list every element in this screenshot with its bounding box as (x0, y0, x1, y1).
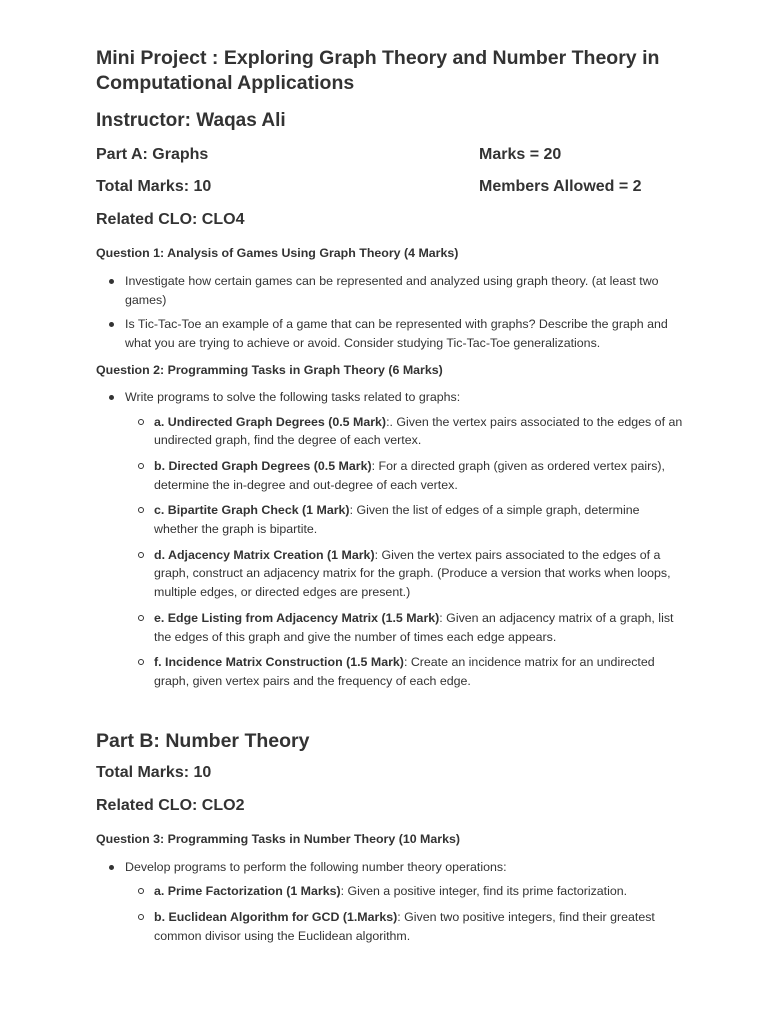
task-label: a. Undirected Graph Degrees (0.5 Mark) (154, 414, 387, 429)
part-a-clo: Related CLO: CLO4 (96, 211, 245, 228)
part-b-total-marks: Total Marks: 10 (96, 763, 212, 781)
question-2-intro: Write programs to solve the following tasks related to graphs: (125, 389, 461, 404)
part-a-header-row (96, 145, 686, 165)
part-a-marks-row (96, 177, 686, 197)
task-item (125, 653, 686, 690)
question-3-heading: Question 3: Programming Tasks in Number Theory (10 Marks) (96, 831, 461, 846)
task-text: : Given the list of edges of a simple graph, determine whether the graph is bipartite. (154, 503, 640, 537)
task-text: : Given an adjacency matrix of a graph, list the edges of this graph and give the number of times each edge appears. (154, 610, 674, 644)
task-item (125, 413, 686, 450)
task-label: f. Incidence Matrix Construction (1.5 Mark) (154, 655, 404, 670)
task-text: : Given the vertex pairs associated to the edges of a graph, construct an adjacency matrix for the graph. (Produce a version that works when loops, multiple edges, or directed edges are present.) (154, 547, 671, 600)
task-text: :. Given the vertex pairs associated to the edges of an undirected graph, find the degree of each vertex. (154, 414, 683, 448)
question-2-heading: Question 2: Programming Tasks in Graph Theory (6 Marks) (96, 362, 443, 377)
task-label: e. Edge Listing from Adjacency Matrix (1.5 Mark) (154, 610, 440, 625)
task-item (125, 908, 686, 945)
task-text: : Given a positive integer, find its prime factorization. (340, 884, 628, 899)
task-item (125, 501, 686, 538)
task-label: b. Directed Graph Degrees (0.5 Mark) (154, 458, 372, 473)
marks-total: Marks = 20 (479, 146, 562, 163)
list-item (96, 388, 686, 691)
task-label: b. Euclidean Algorithm for GCD (1.Marks) (154, 910, 398, 925)
list-item: Investigate how certain games can be represented and analyzed using graph theory. (at least two games) (96, 272, 686, 309)
task-text: : Create an incidence matrix for an undirected graph, given vertex pairs and the frequency of each edge. (154, 655, 655, 688)
question-2-list (96, 388, 686, 691)
instructor-line: Instructor: Waqas Ali (96, 110, 286, 131)
question-3-list (96, 858, 686, 946)
graph-task-list (96, 413, 686, 691)
list-item (96, 858, 686, 946)
task-text: : For a directed graph (given as ordered vertex pairs), determine the in-degree and out-degree of each vertex. (154, 458, 665, 492)
question-3-intro: Develop programs to perform the following number theory operations: (125, 859, 507, 874)
question-1-heading: Question 1: Analysis of Games Using Graph Theory (4 Marks) (96, 246, 459, 260)
task-item (125, 609, 686, 646)
document-title: Mini Project : Exploring Graph Theory and Number Theory in Computational Applications (96, 47, 660, 94)
task-item (125, 882, 686, 901)
task-label: c. Bipartite Graph Check (1 Mark) (154, 503, 350, 518)
part-a-heading: Part A: Graphs (96, 146, 209, 163)
part-b-clo: Related CLO: CLO2 (96, 796, 245, 814)
members-allowed: Members Allowed = 2 (479, 178, 642, 195)
task-label: a. Prime Factorization (1 Marks) (154, 884, 341, 899)
list-item: Is Tic-Tac-Toe an example of a game that can be represented with graphs? Describe the graph and what you are trying to achieve or avoid. Consider studying Tic-Tac-Toe generalizations. (96, 315, 686, 352)
question-1-list (96, 272, 686, 353)
number-theory-task-list (96, 882, 686, 945)
document-page (96, 46, 686, 945)
task-label: d. Adjacency Matrix Creation (1 Mark) (154, 547, 375, 562)
part-b-heading: Part B: Number Theory (96, 729, 310, 752)
task-text: : Given two positive integers, find their greatest common divisor using the Euclidean algorithm. (154, 910, 655, 943)
task-item (125, 546, 686, 602)
task-item (125, 457, 686, 494)
part-a-total-marks: Total Marks: 10 (96, 178, 212, 195)
